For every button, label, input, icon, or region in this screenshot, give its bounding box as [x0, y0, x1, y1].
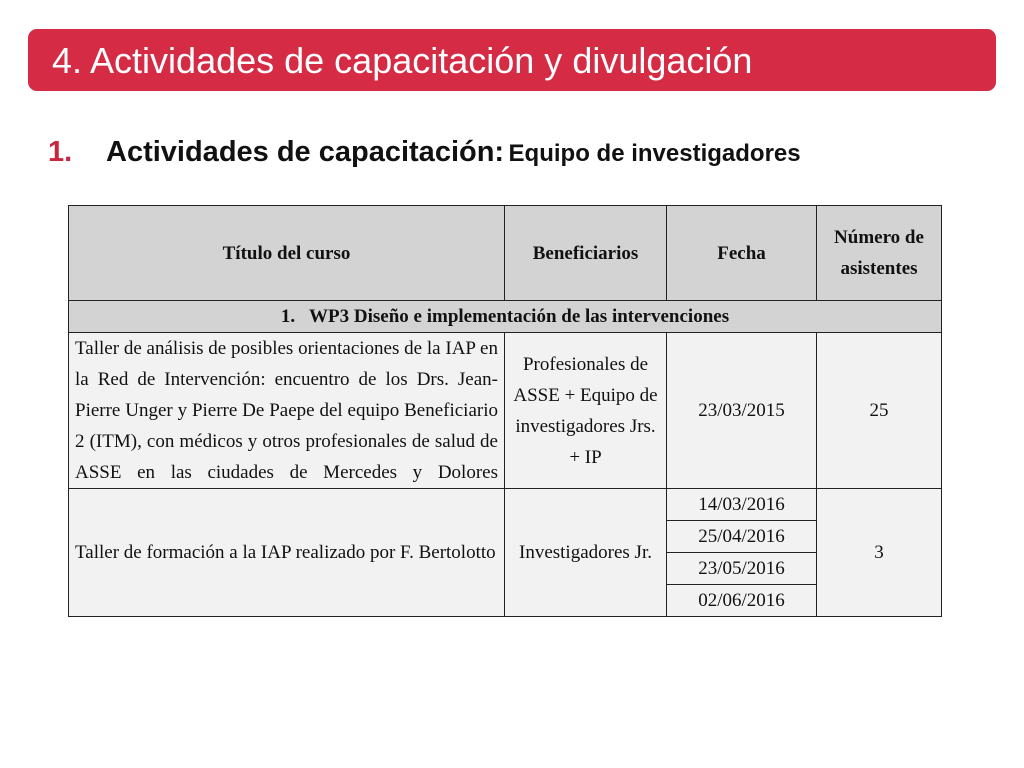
subtitle-main: Actividades de capacitación: [106, 136, 505, 168]
header-asistentes: Número de asistentes [817, 206, 942, 301]
subtitle-number: 1. [48, 136, 73, 168]
slide-subtitle [48, 136, 801, 169]
slide-title: 4. Actividades de capacitación y divulgación [52, 40, 753, 81]
row-2-fecha-4: 02/06/2016 [667, 585, 817, 617]
slide-title-bar [28, 29, 996, 91]
header-beneficiarios: Beneficiarios [505, 206, 667, 301]
subtitle-rest: Equipo de investigadores [508, 140, 801, 167]
header-titulo: Título del curso [69, 206, 505, 301]
row-1-titulo: Taller de análisis de posibles orientaciones de la IAP en la Red de Intervención: encuentro de los Drs. Jean-Pierre Unger y Pierre De Paepe del equipo Beneficiario 2 (ITM), con médicos y otros profesionales de salud de ASSE en las ciudades de Mercedes y Dolores [69, 333, 505, 489]
courses-table [68, 205, 942, 617]
section-title: 1. WP3 Diseño e implementación de las intervenciones [69, 301, 942, 333]
table-row [69, 333, 942, 489]
row-1-asistentes: 25 [817, 333, 942, 489]
header-fecha: Fecha [667, 206, 817, 301]
row-2-asistentes: 3 [817, 489, 942, 617]
table-section-row [69, 301, 942, 333]
row-2-fecha-3: 23/05/2016 [667, 553, 817, 585]
table-header-row [69, 206, 942, 301]
row-2-fecha-2: 25/04/2016 [667, 521, 817, 553]
row-2-fecha-1: 14/03/2016 [667, 489, 817, 521]
row-2-titulo: Taller de formación a la IAP realizado por F. Bertolotto [69, 489, 505, 617]
row-2-beneficiarios: Investigadores Jr. [505, 489, 667, 617]
row-1-fecha: 23/03/2015 [667, 333, 817, 489]
row-1-beneficiarios: Profesionales de ASSE + Equipo de investigadores Jrs. + IP [505, 333, 667, 489]
table-row [69, 489, 942, 521]
